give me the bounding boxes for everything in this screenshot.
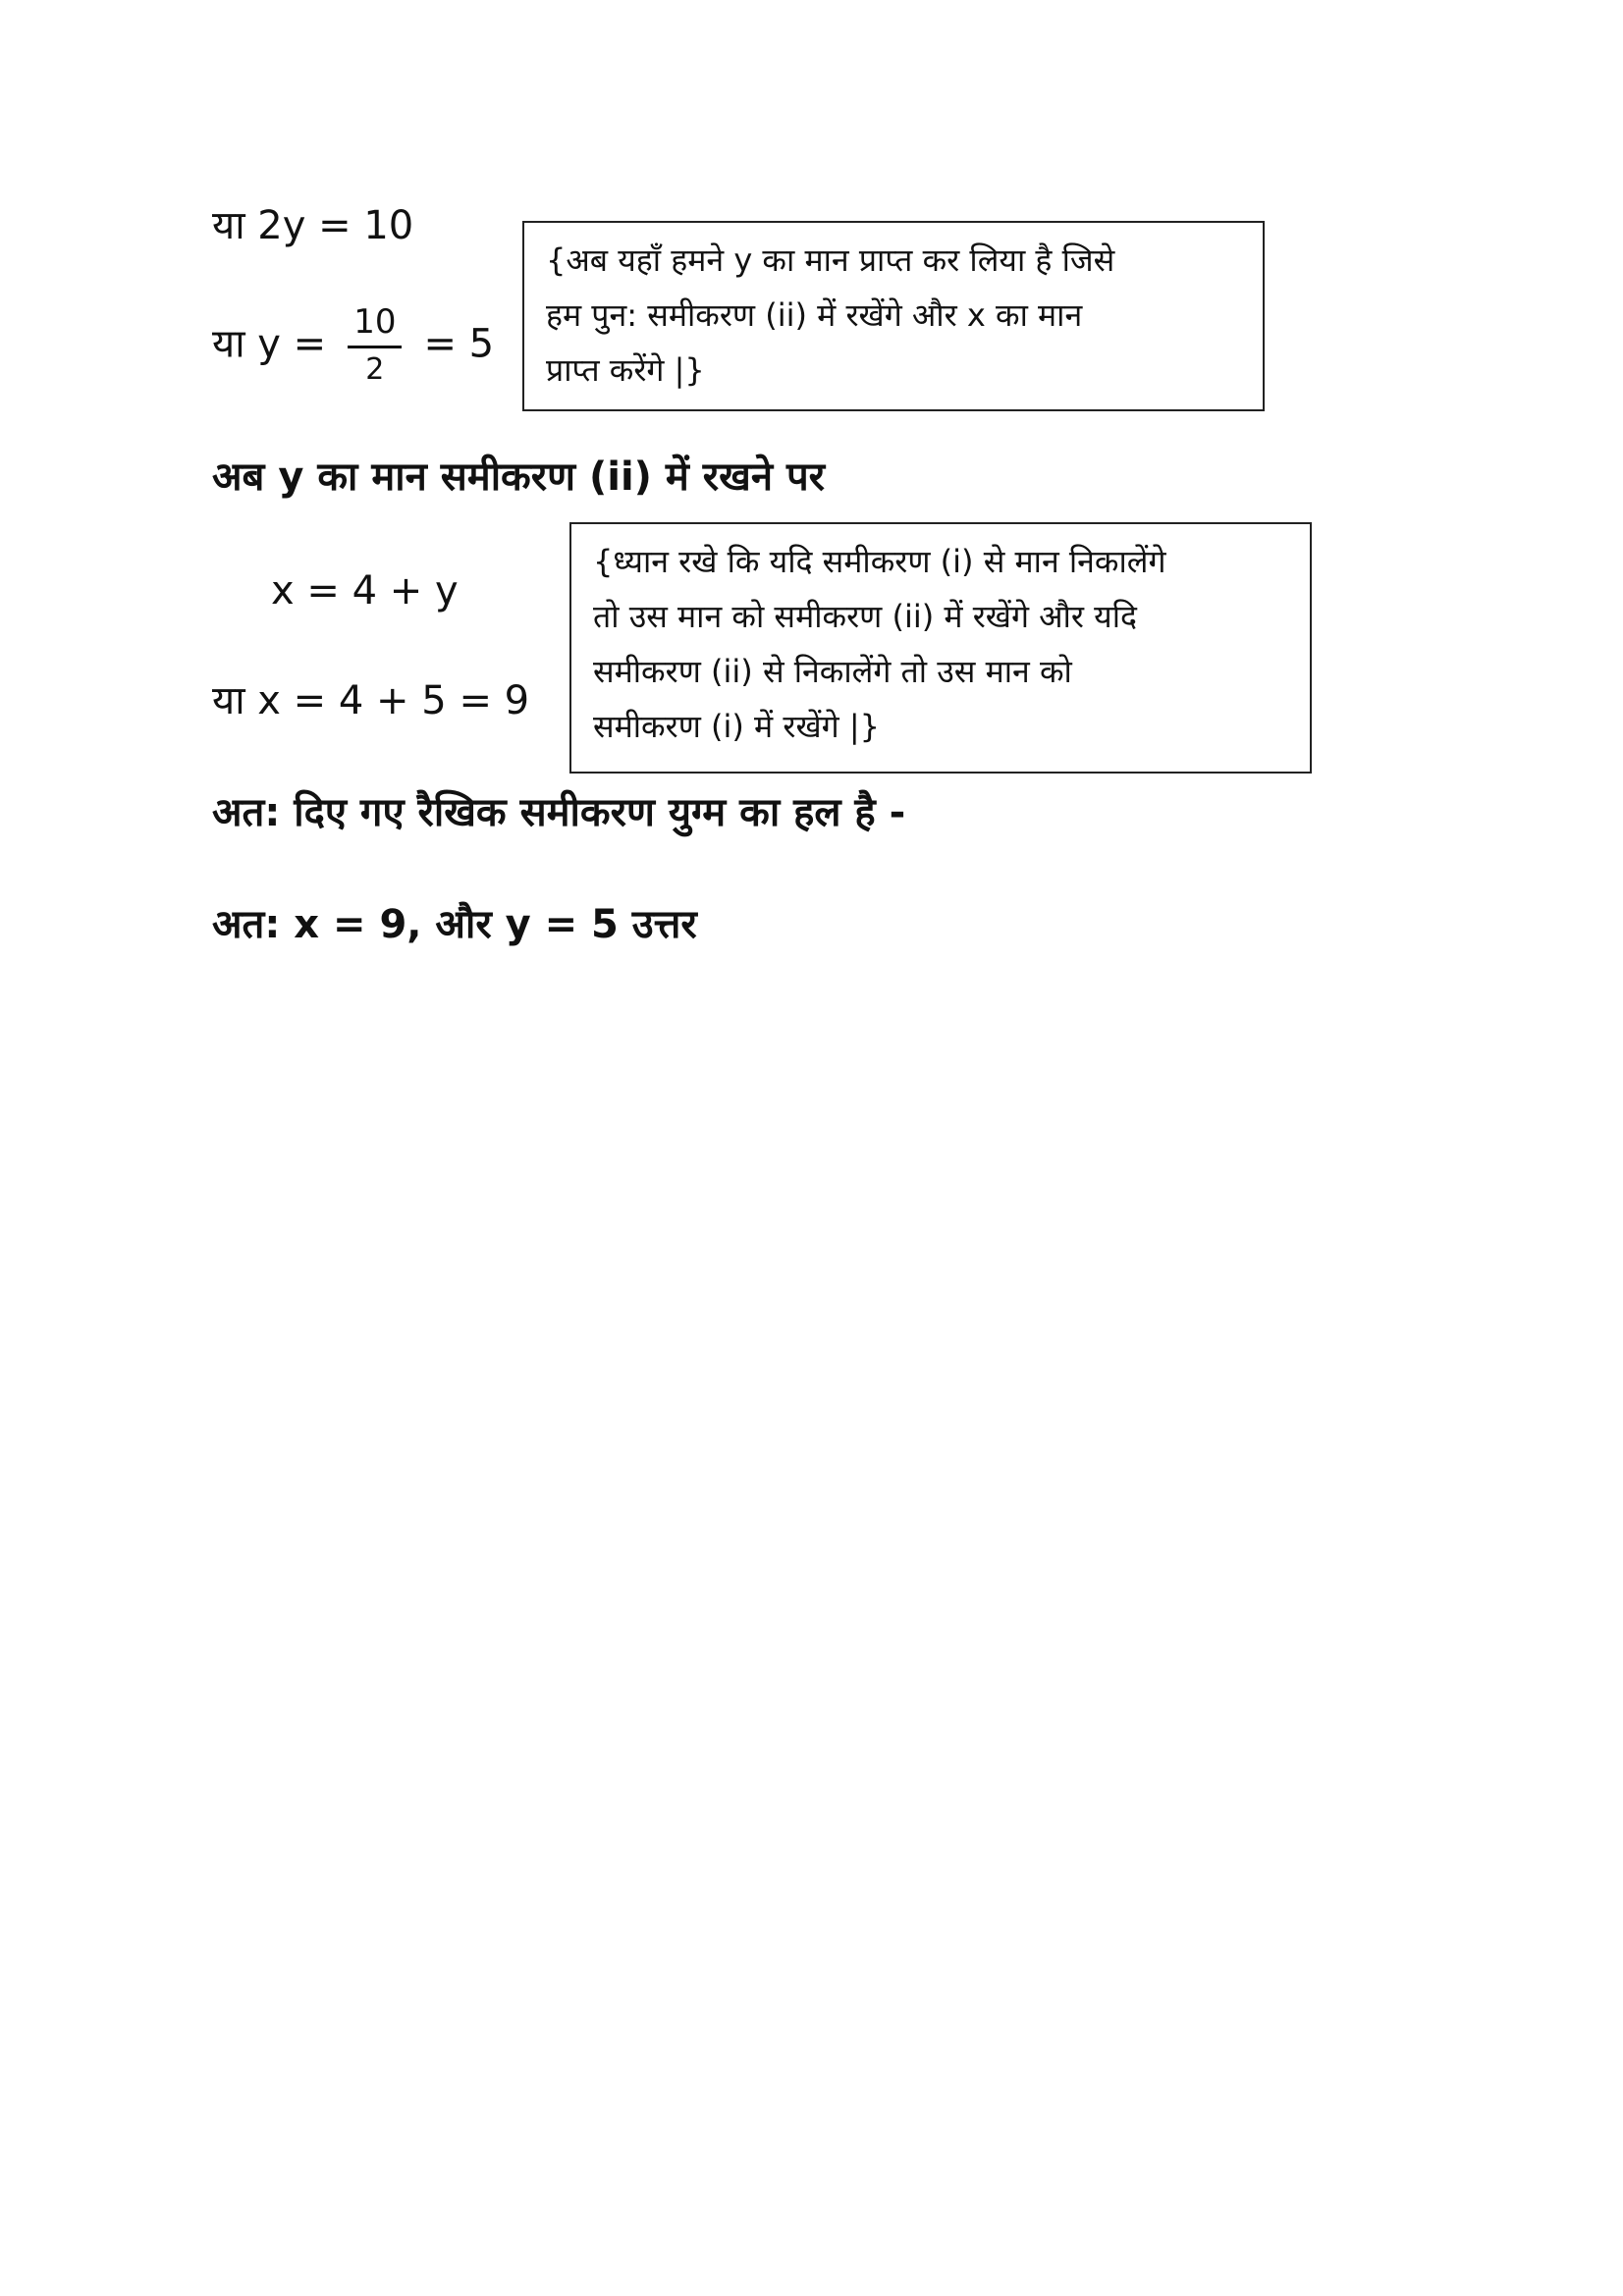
note-1-line: {अब यहाँ हमने y का मान प्राप्त कर लिया है जिसे xyxy=(546,241,1115,279)
equation-x-equals-4-plus-y: x = 4 + y xyxy=(271,568,459,614)
substitution-heading: अब y का मान समीकरण (ii) में रखने पर xyxy=(212,454,826,500)
fraction xyxy=(348,302,402,390)
equation-2y-equals-10: या 2y = 10 xyxy=(212,203,414,248)
equation-x-equals-9: या x = 4 + 5 = 9 xyxy=(212,678,530,723)
equation-y-fraction xyxy=(212,302,494,390)
solution-heading: अत: दिए गए रैखिक समीकरण युग्म का हल है - xyxy=(212,790,906,835)
equation-y-result: = 5 xyxy=(423,321,495,367)
note-1-line: प्राप्त करेंगे |} xyxy=(546,351,705,389)
equation-y-prefix: या y = xyxy=(212,321,327,367)
note-2-line: समीकरण (i) में रखेंगे |} xyxy=(593,708,880,745)
note-box-2 xyxy=(569,522,1312,774)
note-2-line: समीकरण (ii) से निकालेंगे तो उस मान को xyxy=(593,653,1072,690)
note-2-line: {ध्यान रखे कि यदि समीकरण (i) से मान निकालेंगे xyxy=(593,543,1166,580)
final-answer: अत: x = 9, और y = 5 उत्तर xyxy=(212,902,697,947)
fraction-numerator: 10 xyxy=(348,302,402,348)
note-2-line: तो उस मान को समीकरण (ii) में रखेंगे और यदि xyxy=(593,598,1137,635)
note-1-line: हम पुन: समीकरण (ii) में रखेंगे और x का मान xyxy=(546,296,1083,334)
fraction-denominator: 2 xyxy=(365,352,385,387)
note-box-1 xyxy=(522,221,1265,411)
